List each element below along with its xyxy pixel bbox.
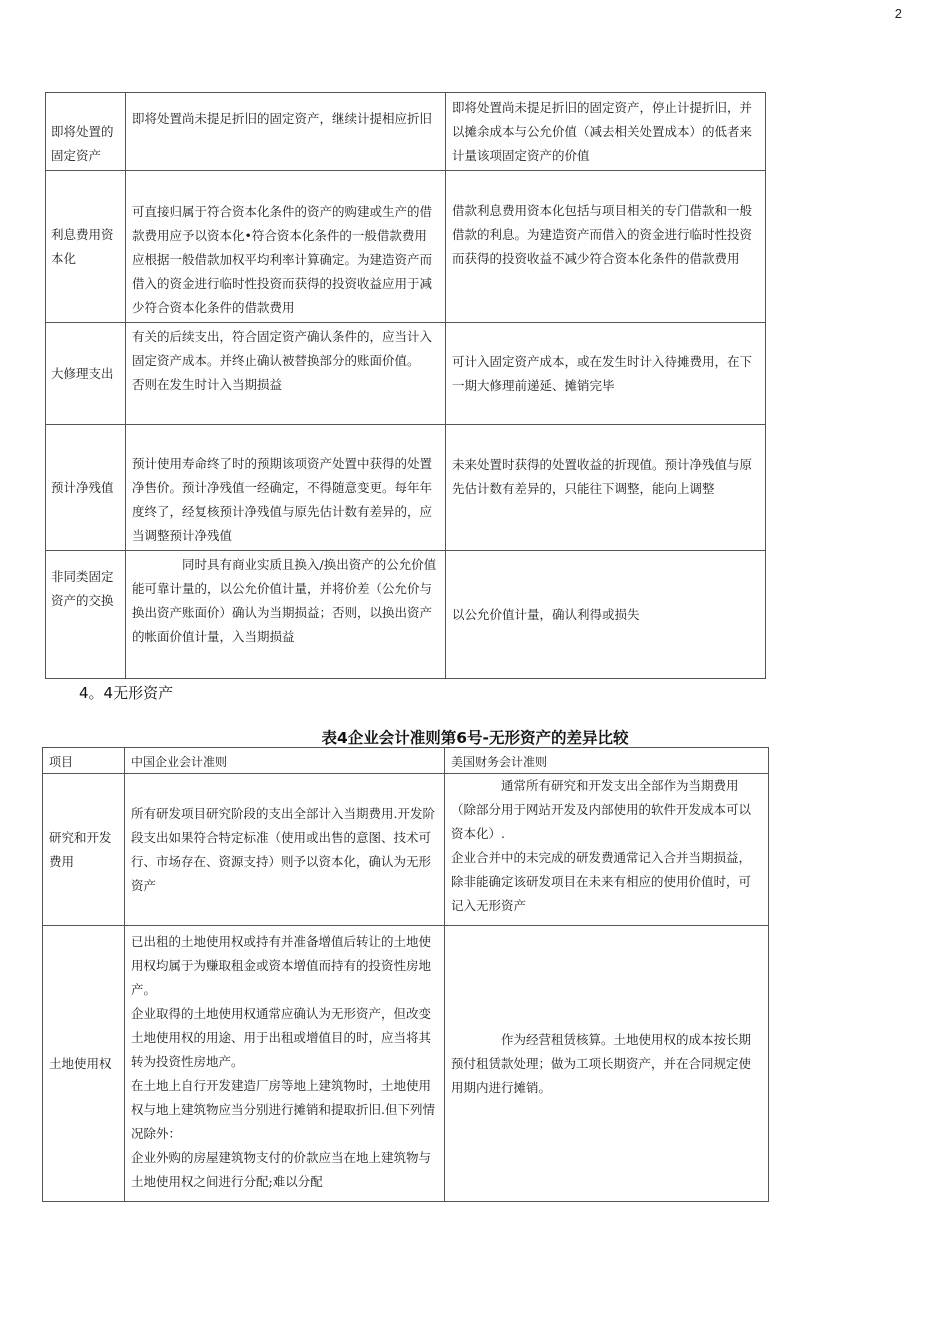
table-row [46, 171, 766, 323]
header-item: 项目 [43, 748, 125, 774]
row-item-label: 土地使用权 [43, 926, 125, 1202]
china-standard-text-3: 在土地上自行开发建造厂房等地上建筑物时，土地使用权与地上建筑物应当分别进行摊销和提取折旧.但下列情况除外： [131, 1078, 435, 1141]
us-standard-cell [445, 774, 769, 926]
china-standard-cell: 预计使用寿命终了时的预期该项资产处置中获得的处置净售价。预计净残值一经确定，不得随意变更。每年年度终了，经复核预计净残值与原先估计数有差异的，应当调整预计净残值 [126, 425, 446, 551]
row-item-label: 预计净残值 [46, 425, 126, 551]
us-standard-cell: 借款利息费用资本化包括与项目相关的专门借款和一般借款的利息。为建造资产而借入的资金进行临时性投资而获得的投资收益不减少符合资本化条件的借款费用 [446, 171, 766, 323]
china-standard-text: 有关的后续支出，符合固定资产确认条件的，应当计入固定资产成本。并终止确认被替换部分的账面价值。 [132, 329, 433, 368]
row-item-label: 大修理支出 [46, 323, 126, 425]
table-row [46, 93, 766, 171]
china-standard-text-2: 否则在发生时计入当期损益 [132, 377, 283, 392]
us-standard-cell: 以公允价值计量，确认利得或损失 [446, 551, 766, 679]
china-standard-text-4: 企业外购的房屋建筑物支付的价款应当在地上建筑物与土地使用权之间进行分配;难以分配 [131, 1150, 432, 1189]
table-row [43, 774, 769, 926]
us-standard-text: 通常所有研究和开发支出全部作为当期费用（除部分用于网站开发及内部使用的软件开发成本可以资本化）. [451, 778, 752, 841]
table-row [46, 323, 766, 425]
fixed-assets-comparison-table [45, 92, 766, 679]
page-number: 2 [894, 6, 902, 21]
header-china-standard: 中国企业会计准则 [125, 748, 445, 774]
table-row [46, 551, 766, 679]
china-standard-cell: 所有研发项目研究阶段的支出全部计入当期费用.开发阶段支出如果符合特定标准（使用或出售的意图、技术可行、市场存在、资源支持）则予以资本化，确认为无形资产 [125, 774, 445, 926]
us-standard-cell: 可计入固定资产成本，或在发生时计入待摊费用，在下一期大修理前递延、摊销完毕 [446, 323, 766, 425]
china-standard-cell [125, 926, 445, 1202]
header-us-standard: 美国财务会计准则 [445, 748, 769, 774]
us-standard-cell: 作为经营租赁核算。土地使用权的成本按长期预付租赁款处理；做为工项长期资产，并在合同规定使用期内进行摊销。 [445, 926, 769, 1202]
us-standard-cell: 未来处置时获得的处置收益的折现值。预计净残值与原先估计数有差异的，只能往下调整，能向上调整 [446, 425, 766, 551]
china-standard-cell: 可直接归属于符合资本化条件的资产的购建或生产的借款费用应予以资本化•符合资本化条件的一般借款费用应根据一般借款加权平均利率计算确定。为建造资产而借入的资金进行临时性投资而获得的投资收益应用于减少符合资本化条件的借款费用 [126, 171, 446, 323]
china-standard-text: 已出租的土地使用权或持有并准备增值后转让的土地使用权均属于为赚取租金或资本增值而持有的投资性房地产。 [131, 934, 432, 997]
table-title: 表4企业会计准则第6号-无形资产的差异比较 [321, 729, 629, 747]
us-standard-cell: 即将处置尚未提足折旧的固定资产，停止计提折旧，并以摊余成本与公允价值（减去相关处置成本）的低者来计量该项固定资产的价值 [446, 93, 766, 171]
china-standard-cell: 同时具有商业实质且换入/换出资产的公允价值能可靠计量的，以公允价值计量，并将价差（公允价与换出资产账面价）确认为当期损益；否则，以换出资产的帐面价值计量，入当期损益 [126, 551, 446, 679]
intangible-assets-comparison-table [42, 747, 769, 1202]
row-item-label: 研究和开发费用 [43, 774, 125, 926]
row-item-label: 即将处置的固定资产 [46, 93, 126, 171]
us-standard-text-2: 企业合并中的未完成的研发费通常记入合并当期损益，除非能确定该研发项目在未来有相应的使用价值时，可记入无形资产 [451, 850, 752, 913]
table-header-row [43, 748, 769, 774]
china-standard-cell: 即将处置尚未提足折旧的固定资产，继续计提相应折旧 [126, 93, 446, 171]
row-item-label: 非同类固定资产的交换 [46, 551, 126, 679]
table-row [43, 926, 769, 1202]
table-row [46, 425, 766, 551]
china-standard-text-2: 企业取得的土地使用权通常应确认为无形资产，但改变土地使用权的用途、用于出租或增值目的时，应当将其转为投资性房地产。 [131, 1006, 432, 1069]
china-standard-cell [126, 323, 446, 425]
row-item-label: 利息费用资本化 [46, 171, 126, 323]
section-heading: 4。4无形资产 [79, 684, 174, 702]
